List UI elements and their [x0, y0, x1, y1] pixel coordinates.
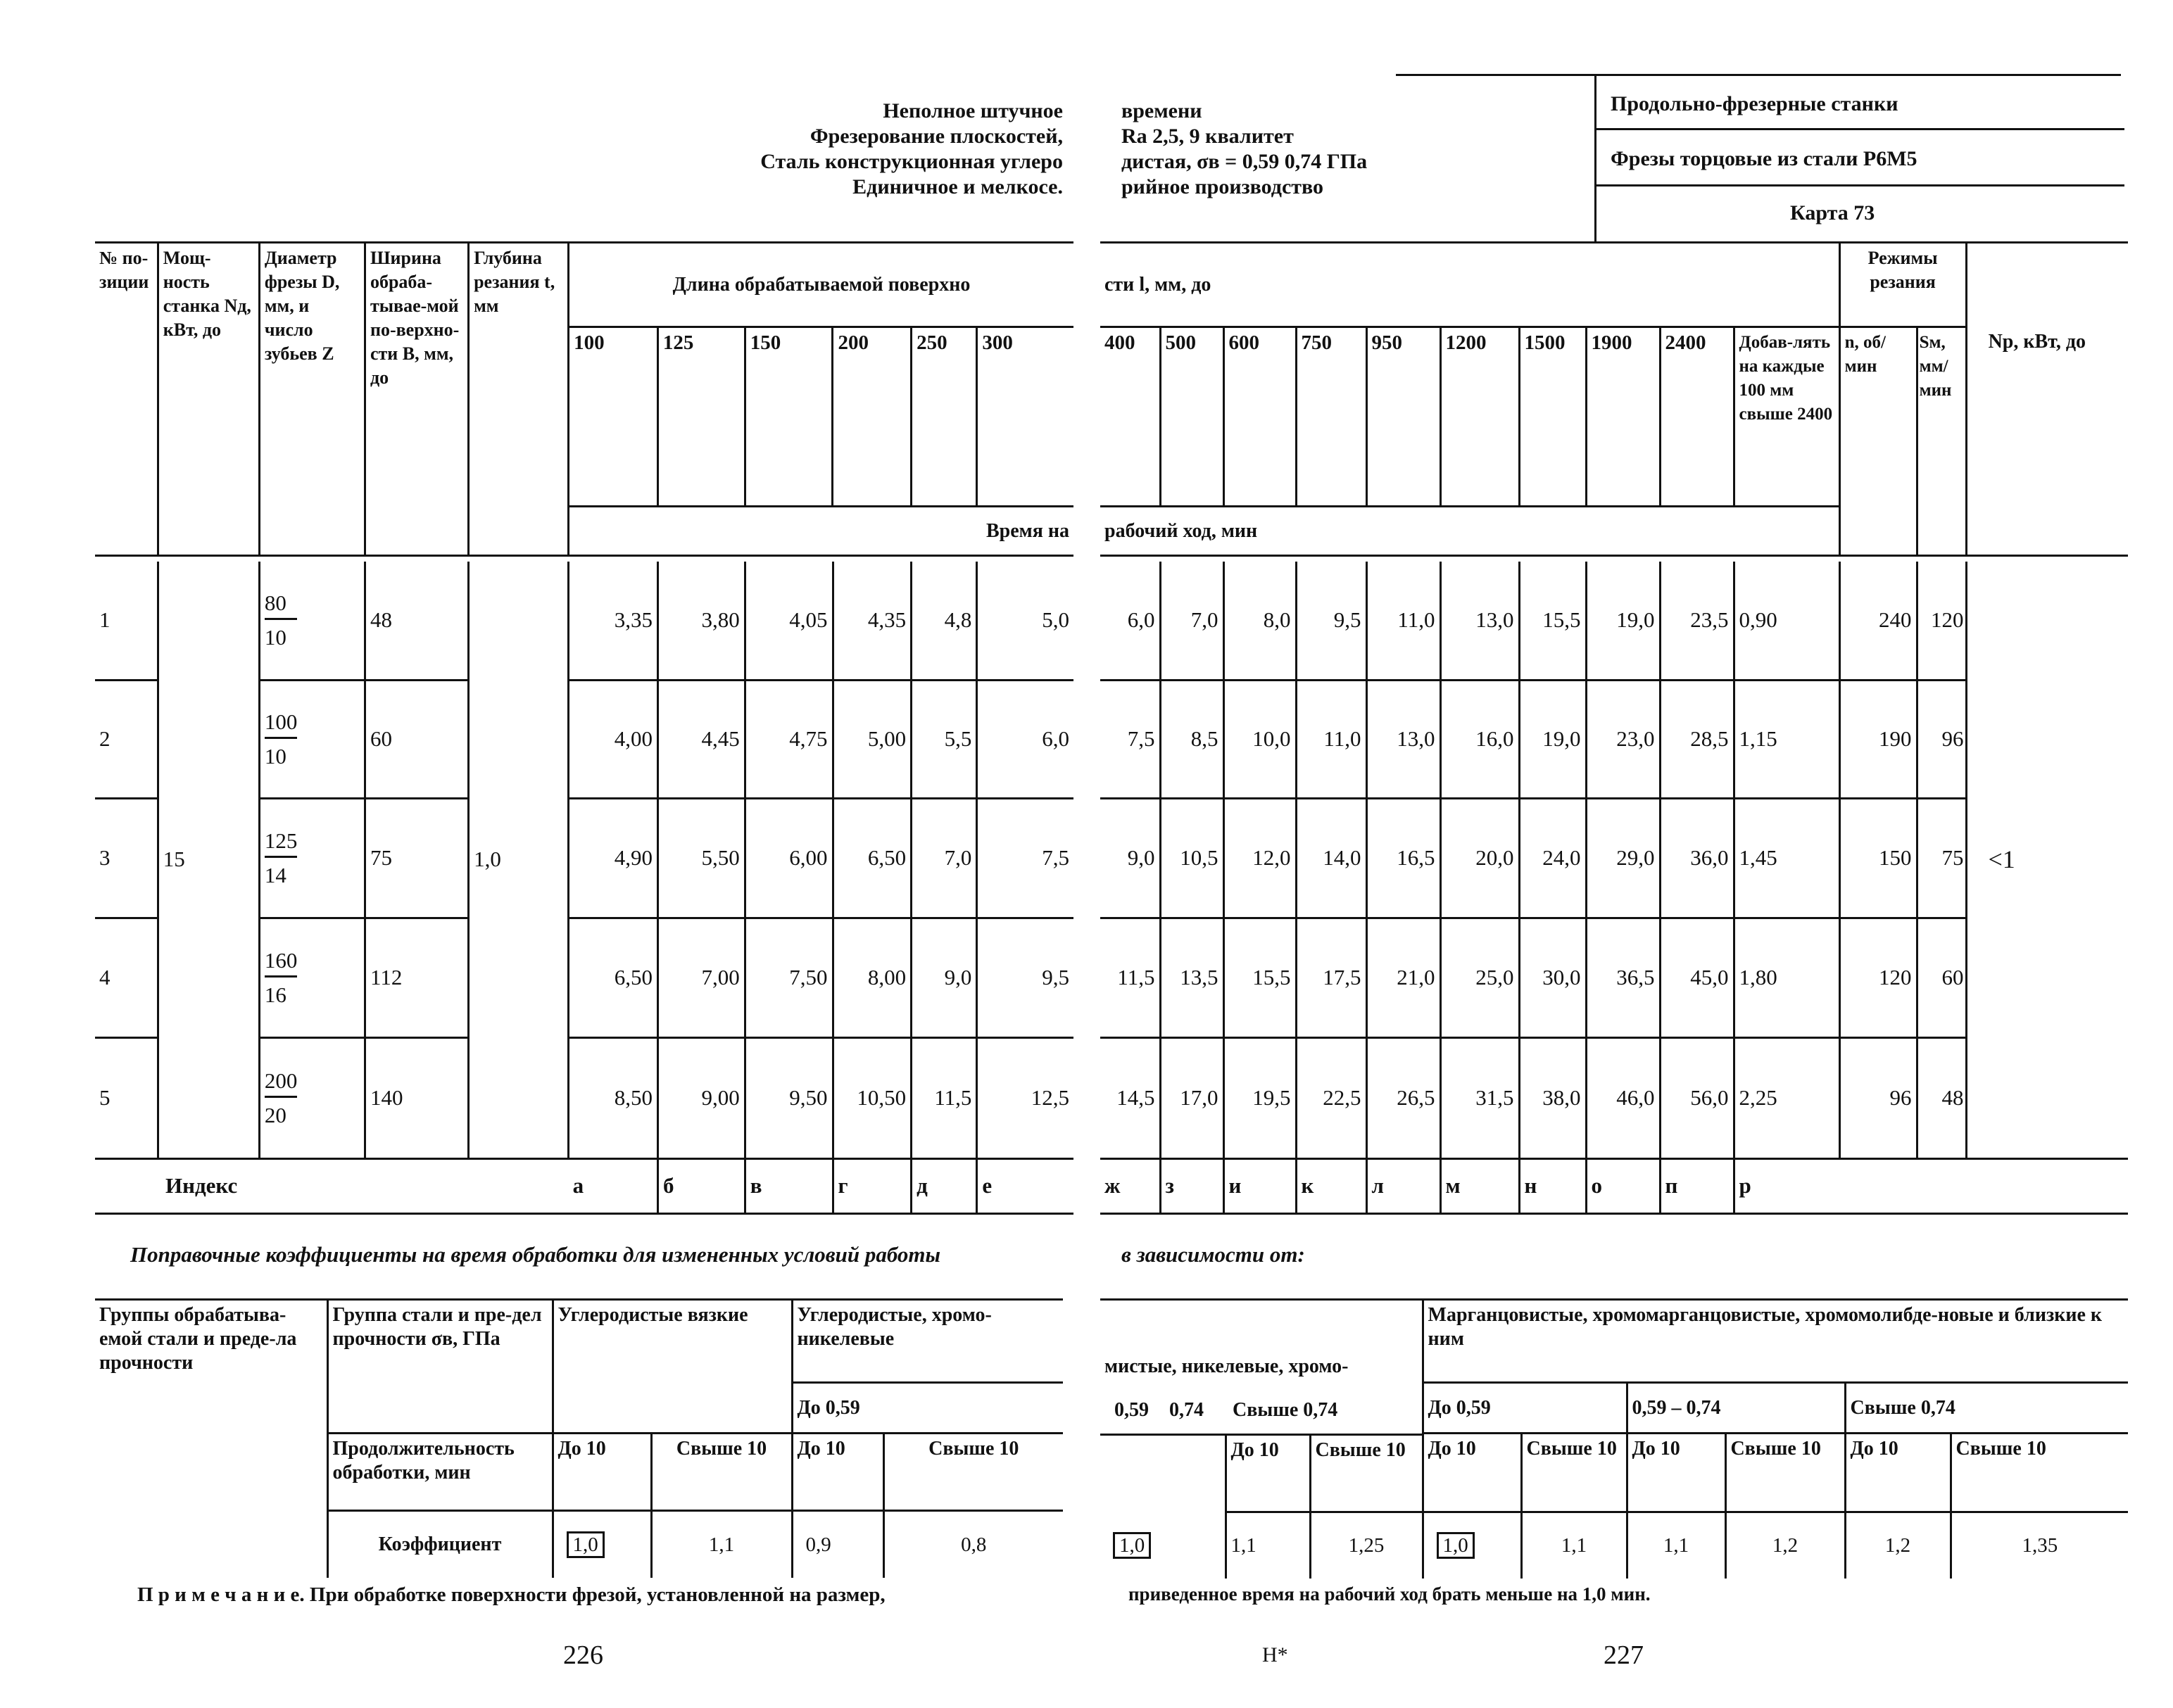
col-header-add: Добав-лять на каждые 100 мм свыше 2400 [1734, 327, 1839, 507]
time-cell: 22,5 [1296, 1037, 1366, 1158]
time-cell: 13,0 [1366, 680, 1440, 798]
time-cell: 28,5 [1660, 680, 1734, 798]
add-cell: 1,45 [1734, 798, 1839, 918]
diameter-teeth [265, 710, 297, 768]
time-cell: 4,00 [569, 680, 658, 798]
left-header-line-4: Единичное и мелкосе. [852, 175, 1063, 198]
col-header-width: Ширина обраба-тывае-мой по-верхно-сти B, мм, до [365, 243, 468, 556]
time-cell: 8,50 [569, 1037, 658, 1158]
table-row [95, 562, 1073, 680]
diameter-teeth [265, 591, 297, 650]
col-header-length-cont: сти l, мм, до [1100, 243, 1839, 327]
diameter-teeth [265, 949, 297, 1007]
corr-coef-value: 0,8 [961, 1533, 987, 1556]
width-value: 48 [365, 562, 469, 680]
time-cell: 4,35 [833, 562, 912, 680]
time-cell: 9,50 [745, 1037, 833, 1158]
index-letter: н [1519, 1158, 1586, 1213]
corr-steel-group-header: Группа стали и пре-дел прочности σв, ГПа [327, 1300, 553, 1434]
s-cell: 120 [1917, 562, 1966, 680]
add-cell: 2,25 [1734, 1037, 1839, 1158]
teeth-value: 10 [264, 624, 286, 650]
time-cell: 12,5 [977, 1037, 1073, 1158]
right-header-line-2: Ra 2,5, 9 квалитет [1121, 125, 1294, 148]
time-cell: 11,0 [1296, 680, 1366, 798]
note-continuation: приведенное время на рабочий ход брать меньше на 1,0 мин. [1128, 1583, 1651, 1605]
title-box-divider [1594, 76, 1596, 243]
index-letter: м [1440, 1158, 1519, 1213]
corr-coef-value: 1,2 [1725, 1512, 1845, 1579]
time-cell: 9,0 [912, 918, 977, 1037]
corr-upto-10: До 10 [1226, 1434, 1310, 1512]
header-spacer [1966, 243, 2128, 327]
diameter-value: 160 [265, 949, 297, 978]
length-125: 125 [657, 327, 745, 507]
time-cell: 26,5 [1366, 1037, 1440, 1158]
corr-coef-value: 1,35 [2022, 1534, 2058, 1557]
left-header-line-2: Фрезерование плоскостей, [810, 125, 1063, 148]
time-cell: 6,0 [1100, 562, 1160, 680]
diameter-teeth [265, 829, 297, 887]
time-cell: 15,5 [1519, 562, 1586, 680]
left-main-table [95, 241, 1073, 557]
length-150: 150 [745, 327, 833, 507]
card-number: Карта 73 [1790, 201, 1875, 224]
right-correction-table [1100, 1298, 2128, 1579]
time-cell: 36,5 [1586, 918, 1660, 1037]
length-250: 250 [912, 327, 977, 507]
depth-value: 1,0 [469, 562, 569, 1158]
time-cell: 19,0 [1519, 680, 1586, 798]
note-prefix: П р и м е ч а н и е. [137, 1583, 305, 1606]
corr-coef-value: 1,0 [1437, 1532, 1475, 1559]
index-letter: к [1296, 1158, 1366, 1213]
index-letter: д [912, 1158, 977, 1213]
left-data-table [95, 562, 1073, 1215]
left-page [0, 0, 1086, 1708]
corr-coef-value: 1,0 [1113, 1532, 1151, 1559]
time-cell: 56,0 [1660, 1037, 1734, 1158]
time-cell: 21,0 [1366, 918, 1440, 1037]
corr-over-10: Свыше 10 [651, 1434, 792, 1511]
index-letter: г [833, 1158, 912, 1213]
s-cell: 96 [1917, 680, 1966, 798]
time-cell: 19,0 [1586, 562, 1660, 680]
corr-coef-value: 1,1 [1226, 1512, 1310, 1579]
time-cell: 6,50 [569, 918, 658, 1037]
time-cell: 7,0 [1160, 562, 1223, 680]
index-letter: е [977, 1158, 1073, 1213]
index-letter: п [1660, 1158, 1734, 1213]
time-cell: 5,50 [657, 798, 745, 918]
time-cell: 8,00 [833, 918, 912, 1037]
diameter-value: 200 [265, 1069, 297, 1098]
time-cell: 29,0 [1586, 798, 1660, 918]
index-letter: р [1734, 1158, 2128, 1213]
time-cell: 20,0 [1440, 798, 1519, 918]
length-300: 300 [982, 331, 1013, 354]
time-cell: 25,0 [1440, 918, 1519, 1037]
col-header-power: Мощ-ность станка Nд, кВт, до [158, 243, 259, 556]
time-cell: 8,5 [1160, 680, 1223, 798]
length-2400: 2400 [1660, 327, 1734, 507]
index-row [95, 1158, 1073, 1213]
corr-chrome-nickel: мистые, никелевые, хромо- [1100, 1300, 1423, 1434]
time-cell: 14,5 [1100, 1037, 1160, 1158]
time-cell: 3,80 [657, 562, 745, 680]
s-cell: 75 [1917, 798, 1966, 918]
time-cell: 23,5 [1660, 562, 1734, 680]
row-num: 3 [95, 798, 158, 918]
teeth-value: 20 [264, 1102, 286, 1127]
corr-over-10: Свыше 10 [1951, 1434, 2128, 1512]
title-rule-2 [1596, 184, 2124, 186]
index-letter: ж [1100, 1158, 1160, 1213]
time-cell: 11,5 [912, 1037, 977, 1158]
col-header-time: Время на [569, 507, 1073, 556]
corr-upto-10: До 10 [553, 1434, 651, 1511]
time-cell: 6,00 [745, 798, 833, 918]
time-cell: 3,35 [569, 562, 658, 680]
corr-coef-value: 1,1 [651, 1511, 792, 1578]
correction-title: Поправочные коэффициенты на время обработки для измененных условий работы [130, 1242, 941, 1267]
time-cell: 4,05 [745, 562, 833, 680]
time-cell: 10,50 [833, 1037, 912, 1158]
left-correction-table [95, 1298, 1063, 1578]
time-cell: 16,0 [1440, 680, 1519, 798]
correction-title-cont: в зависимости от: [1121, 1242, 1305, 1267]
note-text: При обработке поверхности фрезой, установленной на размер, [309, 1583, 886, 1606]
diameter-value: 125 [265, 829, 297, 858]
time-cell: 5,5 [912, 680, 977, 798]
n-cell: 190 [1839, 680, 1917, 798]
left-header-line-1: Неполное штучное [883, 99, 1063, 122]
time-cell: 16,5 [1366, 798, 1440, 918]
col-header-num: № по-зиции [95, 243, 158, 556]
right-header-line-3: дистая, σв = 0,59 0,74 ГПа [1121, 150, 1368, 173]
corr-over-074: Свыше 0,74 [1845, 1383, 2128, 1434]
s-cell: 48 [1917, 1037, 1966, 1158]
length-500: 500 [1160, 327, 1223, 507]
length-100: 100 [569, 327, 658, 507]
time-cell: 7,0 [912, 798, 977, 918]
corr-coef-value: 1,2 [1845, 1512, 1951, 1579]
table-row [1100, 562, 2128, 680]
corr-coef-label: Коэффициент [327, 1511, 553, 1578]
length-1500: 1500 [1519, 327, 1586, 507]
np-value: <1 [1966, 562, 2128, 1158]
time-cell: 4,45 [657, 680, 745, 798]
page-number-right: 227 [1604, 1640, 1644, 1670]
add-cell: 1,80 [1734, 918, 1839, 1037]
left-header-line-3: Сталь конструкционная углеро [760, 150, 1063, 173]
corr-over-10: Свыше 10 [1310, 1434, 1423, 1512]
time-cell: 8,0 [1223, 562, 1296, 680]
length-1200: 1200 [1440, 327, 1519, 507]
time-cell: 7,00 [657, 918, 745, 1037]
col-header-time-cont: рабочий ход, мин [1100, 507, 1839, 556]
corr-upto-10: До 10 [1423, 1434, 1521, 1512]
corr-over-074-left: Свыше 0,74 [1233, 1398, 1338, 1421]
time-cell: 4,8 [912, 562, 977, 680]
col-header-regime: Режимы резания [1839, 243, 1966, 327]
n-cell: 240 [1839, 562, 1917, 680]
time-cell: 45,0 [1660, 918, 1734, 1037]
corr-coef-value: 1,0 [567, 1531, 605, 1558]
time-cell: 11,0 [1366, 562, 1440, 680]
col-header-n: n, об/мин [1839, 327, 1917, 556]
corr-upto-10: До 10 [792, 1434, 883, 1511]
row-num: 4 [95, 918, 158, 1037]
corr-duration-header: Продолжительность обработки, мин [327, 1434, 553, 1511]
teeth-value: 14 [264, 862, 286, 887]
right-header-line-4: рийное производство [1121, 175, 1324, 198]
s-cell: 60 [1917, 918, 1966, 1037]
corr-groups-header: Группы обрабатыва-емой стали и преде-ла прочности [95, 1300, 327, 1578]
n-cell: 120 [1839, 918, 1917, 1037]
corr-blank [1100, 1434, 1226, 1512]
teeth-value: 16 [264, 982, 286, 1007]
diameter-teeth [265, 1069, 297, 1127]
title-machines: Продольно-фрезерные станки [1611, 92, 1898, 115]
right-header-line-1: времени [1121, 99, 1202, 122]
corr-v059: 0,59 [1114, 1398, 1149, 1421]
note [137, 1583, 886, 1607]
n-cell: 150 [1839, 798, 1917, 918]
time-cell: 19,5 [1223, 1037, 1296, 1158]
time-cell: 7,50 [745, 918, 833, 1037]
time-cell: 7,5 [977, 798, 1073, 918]
corr-over-10: Свыше 10 [1521, 1434, 1627, 1512]
time-cell: 4,75 [745, 680, 833, 798]
time-cell: 4,90 [569, 798, 658, 918]
time-cell: 15,5 [1223, 918, 1296, 1037]
mid-mark: Н* [1262, 1643, 1288, 1666]
page-number-left: 226 [563, 1640, 603, 1670]
time-cell: 12,0 [1223, 798, 1296, 918]
row-num: 1 [95, 562, 158, 680]
add-cell: 0,90 [1734, 562, 1839, 680]
power-value: 15 [158, 562, 259, 1158]
right-data-table [1100, 562, 2128, 1215]
index-letter: з [1160, 1158, 1223, 1213]
title-rule-1 [1596, 128, 2124, 130]
col-header-length: Длина обрабатываемой поверхно [569, 243, 1073, 327]
index-letter: и [1223, 1158, 1296, 1213]
time-cell: 31,5 [1440, 1037, 1519, 1158]
index-label: Индекс [95, 1158, 569, 1213]
corr-coef-value: 1,1 [1627, 1512, 1725, 1579]
length-950: 950 [1366, 327, 1440, 507]
index-letter: л [1366, 1158, 1440, 1213]
add-cell: 1,15 [1734, 680, 1839, 798]
index-letter: о [1586, 1158, 1660, 1213]
width-value: 60 [365, 680, 469, 798]
corr-coef-value: 0,9 [792, 1511, 883, 1578]
corr-over-10: Свыше 10 [883, 1434, 1063, 1511]
teeth-value: 10 [264, 743, 286, 768]
length-1900: 1900 [1586, 327, 1660, 507]
left-header [619, 99, 1063, 200]
time-cell: 6,0 [977, 680, 1073, 798]
corr-mn-group: Марганцовистые, хромомарганцовистые, хромомолибде-новые и близкие к ним [1423, 1300, 2128, 1383]
time-cell: 17,5 [1296, 918, 1366, 1037]
row-num: 5 [95, 1037, 158, 1158]
width-value: 75 [365, 798, 469, 918]
length-400: 400 [1100, 327, 1160, 507]
time-cell: 11,5 [1100, 918, 1160, 1037]
time-cell: 36,0 [1660, 798, 1734, 918]
time-cell: 5,00 [833, 680, 912, 798]
row-num: 2 [95, 680, 158, 798]
corr-range: 0,59 – 0,74 [1627, 1383, 1845, 1434]
time-cell: 6,50 [833, 798, 912, 918]
corr-upto-10: До 10 [1627, 1434, 1725, 1512]
time-cell: 24,0 [1519, 798, 1586, 918]
n-cell: 96 [1839, 1037, 1917, 1158]
col-header-depth: Глубина резания t, мм [469, 243, 569, 556]
time-cell: 13,5 [1160, 918, 1223, 1037]
title-cutters: Фрезы торцовые из стали P6M5 [1611, 147, 1917, 170]
corr-upto-10: До 10 [1845, 1434, 1951, 1512]
col-header-s: Sм, мм/мин [1917, 327, 1966, 556]
right-page [1086, 0, 2173, 1708]
corr-upto-059: До 0,59 [792, 1383, 1063, 1434]
corr-coef-value: 1,25 [1310, 1512, 1423, 1579]
top-rule [1396, 74, 2121, 76]
index-letter: в [745, 1158, 833, 1213]
time-cell: 9,5 [977, 918, 1073, 1037]
width-value: 140 [365, 1037, 469, 1158]
time-cell: 38,0 [1519, 1037, 1586, 1158]
diameter-value: 80 [265, 591, 297, 620]
time-cell: 9,00 [657, 1037, 745, 1158]
time-cell: 46,0 [1586, 1037, 1660, 1158]
length-200: 200 [833, 327, 912, 507]
corr-over-10: Свыше 10 [1725, 1434, 1845, 1512]
col-header-diameter: Диаметр фрезы D, мм, и число зубьев Z [259, 243, 365, 556]
index-row [1100, 1158, 2128, 1213]
diameter-value: 100 [265, 710, 297, 739]
corr-carbon-chrome: Углеродистые, хромо-никелевые [792, 1300, 1063, 1383]
time-cell: 5,0 [977, 562, 1073, 680]
time-cell: 10,5 [1160, 798, 1223, 918]
time-cell: 14,0 [1296, 798, 1366, 918]
time-cell: 10,0 [1223, 680, 1296, 798]
time-cell: 13,0 [1440, 562, 1519, 680]
time-cell: 9,5 [1296, 562, 1366, 680]
index-letter: а [569, 1158, 658, 1213]
corr-upto-059: До 0,59 [1423, 1383, 1627, 1434]
time-cell: 7,5 [1100, 680, 1160, 798]
index-letter: б [657, 1158, 745, 1213]
corr-coef-value: 1,1 [1521, 1512, 1627, 1579]
right-header [1121, 99, 1516, 200]
corr-v074: 0,74 [1169, 1398, 1204, 1421]
width-value: 112 [365, 918, 469, 1037]
right-main-table [1100, 241, 2128, 557]
time-cell: 23,0 [1586, 680, 1660, 798]
time-cell: 30,0 [1519, 918, 1586, 1037]
length-750: 750 [1296, 327, 1366, 507]
corr-carbon-viscous: Углеродистые вязкие [553, 1300, 792, 1434]
length-600: 600 [1223, 327, 1296, 507]
time-cell: 17,0 [1160, 1037, 1223, 1158]
col-header-np: Nр, кВт, до [1966, 327, 2128, 556]
time-cell: 9,0 [1100, 798, 1160, 918]
